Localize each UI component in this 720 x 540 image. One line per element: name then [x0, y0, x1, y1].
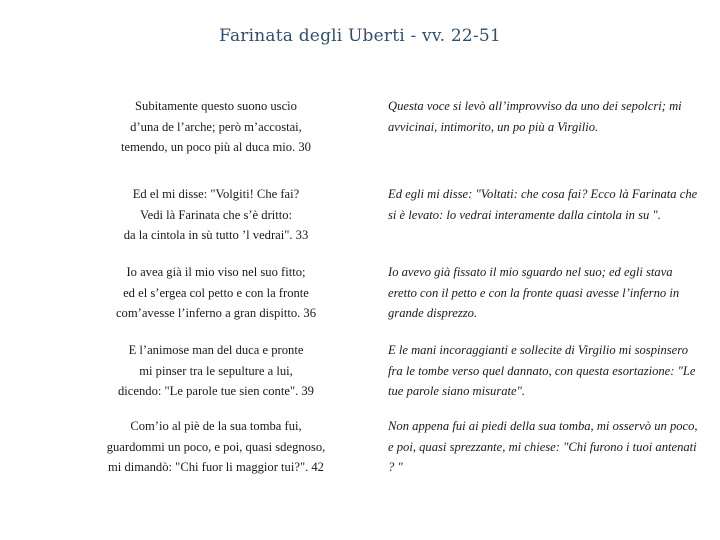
verse-line: ed el s’ergea col petto e con la fronte [123, 285, 309, 300]
original-stanza [76, 262, 356, 324]
verse-line: mi pinser tra le sepulture a lui, [139, 363, 293, 378]
verse-line: com’avesse l’inferno a gran dispitto. 36 [115, 306, 317, 320]
original-stanza [76, 340, 356, 402]
translation-text: E le mani incoraggianti e sollecite di Virgilio mi sospinsero fra le tombe verso quel dannato, con questa esortazione: "Le tue parole siano misurate". [388, 343, 696, 398]
original-stanza [76, 96, 356, 158]
verse-line: Ed el mi disse: "Volgiti! Che fai? [132, 187, 300, 201]
verse-line: guardommi un poco, e poi, quasi sdegnoso, [106, 439, 326, 454]
translation-text: Questa voce si levò all’improvviso da uno dei sepolcri; mi avvicinai, intimorito, un po più a Virgilio. [388, 99, 682, 134]
verse-line: Subitamente questo suono uscìo [135, 99, 297, 113]
verse-line: Io avea già il mio viso nel suo fitto; [126, 265, 306, 279]
verse-line: temendo, un poco più al duca mio. 30 [121, 140, 311, 154]
verse-line: Vedi là Farinata che s’è dritto: [139, 207, 293, 222]
verse-line: mi dimandò: "Chi fuor li maggior tui?". 42 [108, 460, 324, 474]
translation-text: Io avevo già fissato il mio sguardo nel suo; ed egli stava eretto con il petto e con la fronte quasi avesse l’inferno in grande disprezzo. [388, 265, 680, 320]
original-stanza [76, 416, 356, 478]
page-title: Farinata degli Uberti - vv. 22-51 [219, 26, 501, 46]
verse-line: da la cintola in sù tutto ’l vedrai". 33 [123, 228, 309, 242]
verse-line: dicendo: "Le parole tue sien conte". 39 [118, 384, 314, 398]
verse-line: d’una de l’arche; però m’accostai, [130, 119, 302, 134]
translation-text: Non appena fui ai piedi della sua tomba, mi osservò un poco, e poi, quasi sprezzante, mi chiese: "Chi furono i tuoi antenati ? " [388, 419, 698, 474]
translation-text: Ed egli mi disse: "Voltati: che cosa fai? Ecco là Farinata che si è levato: lo vedrai interamente dalla cintola in su ". [388, 187, 698, 222]
verse-line: E l’animose man del duca e pronte [128, 343, 304, 357]
verse-line: Com’io al piè de la sua tomba fui, [130, 419, 302, 433]
original-stanza [76, 184, 356, 246]
